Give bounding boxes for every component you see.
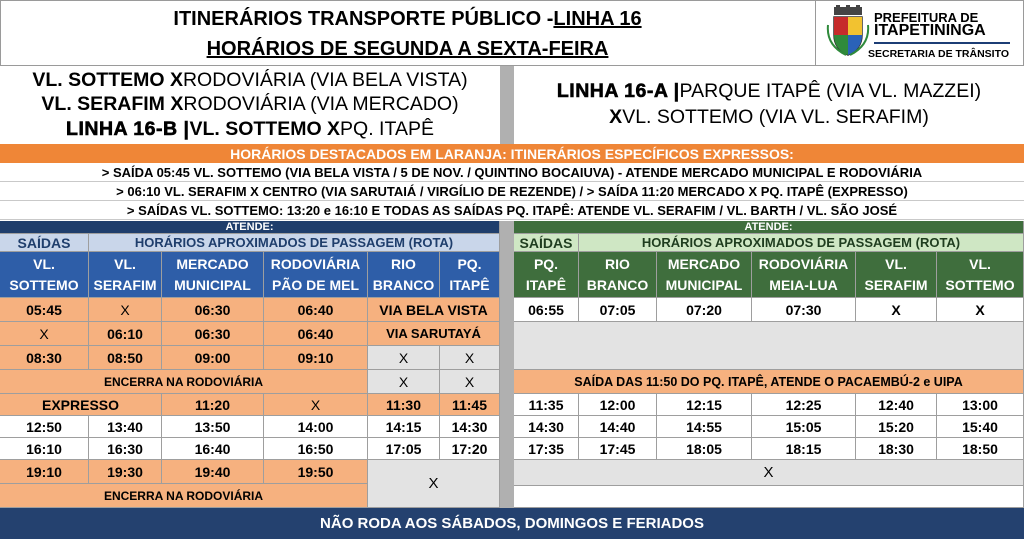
time-cell: 14:30 bbox=[440, 416, 500, 438]
time-cell: X bbox=[368, 460, 500, 508]
empty-area bbox=[514, 322, 1024, 370]
route-rest: RODOVIÁRIA (VIA BELA VISTA) bbox=[182, 69, 468, 91]
route-rest: PARQUE ITAPÊ (VIA VL. MAZZEI) bbox=[679, 79, 982, 102]
route-line bbox=[514, 78, 1024, 104]
time-cell: 18:50 bbox=[937, 438, 1024, 460]
time-cell: 15:40 bbox=[937, 416, 1024, 438]
col-header: VL. SERAFIM bbox=[856, 252, 937, 298]
route-line bbox=[0, 68, 500, 93]
time-cell: 12:00 bbox=[579, 394, 657, 416]
col-header: PQ. ITAPÊ bbox=[514, 252, 579, 298]
time-cell: 11:35 bbox=[514, 394, 579, 416]
footer-notice: NÃO RODA AOS SÁBADOS, DOMINGOS E FERIADOS bbox=[0, 508, 1024, 539]
route-bold: VL. SOTTEMO X bbox=[189, 118, 341, 140]
time-cell: 17:05 bbox=[368, 438, 440, 460]
route-line bbox=[0, 92, 500, 117]
time-cell: 15:05 bbox=[752, 416, 856, 438]
empty-row bbox=[514, 486, 1024, 508]
time-cell: 14:15 bbox=[368, 416, 440, 438]
time-cell: 13:00 bbox=[937, 394, 1024, 416]
route-bold: VL. SOTTEMO X bbox=[32, 69, 183, 91]
col-header: MERCADO MUNICIPAL bbox=[657, 252, 752, 298]
time-cell: 06:30 bbox=[162, 322, 264, 346]
col-header: PQ. ITAPÊ bbox=[440, 252, 500, 298]
time-cell: 12:15 bbox=[657, 394, 752, 416]
col-header: RIO BRANCO bbox=[579, 252, 657, 298]
col-header: VL. SOTTEMO bbox=[937, 252, 1024, 298]
time-cell: X bbox=[440, 346, 500, 370]
route-note: ENCERRA NA RODOVIÁRIA bbox=[0, 484, 368, 508]
page-title bbox=[0, 6, 815, 32]
route-code: LINHA 16-B | bbox=[66, 118, 190, 140]
atende-header: ATENDE: bbox=[0, 221, 500, 234]
time-cell: 08:30 bbox=[0, 346, 89, 370]
time-cell: 06:55 bbox=[514, 298, 579, 322]
time-cell: 19:30 bbox=[89, 460, 162, 484]
time-cell: X bbox=[856, 298, 937, 322]
time-cell: 14:40 bbox=[579, 416, 657, 438]
time-cell: 06:40 bbox=[264, 298, 368, 322]
col-header: RIO BRANCO bbox=[368, 252, 440, 298]
city-crest-icon bbox=[826, 5, 870, 57]
route-bold: VL. SERAFIM X bbox=[41, 93, 184, 115]
routes-left bbox=[0, 66, 500, 144]
route-line bbox=[514, 104, 1024, 130]
column-divider bbox=[500, 66, 514, 144]
time-cell: 16:40 bbox=[162, 438, 264, 460]
atende-header: ATENDE: bbox=[514, 221, 1024, 234]
time-cell: 12:40 bbox=[856, 394, 937, 416]
time-cell: 09:00 bbox=[162, 346, 264, 370]
saidas-header: SAÍDAS bbox=[514, 234, 579, 252]
department-name: SECRETARIA DE TRÂNSITO bbox=[868, 48, 1009, 60]
time-cell: 13:40 bbox=[89, 416, 162, 438]
time-cell: 09:10 bbox=[264, 346, 368, 370]
time-cell: X bbox=[514, 460, 1024, 486]
table-divider bbox=[500, 221, 514, 508]
time-cell: 19:50 bbox=[264, 460, 368, 484]
time-cell: 18:30 bbox=[856, 438, 937, 460]
route-note: SAÍDA DAS 11:50 DO PQ. ITAPÊ, ATENDE O PACAEMBÚ-2 e UIPA bbox=[514, 370, 1024, 394]
route-rest: VL. SOTTEMO (VIA VL. SERAFIM) bbox=[622, 105, 929, 128]
time-cell: 16:30 bbox=[89, 438, 162, 460]
col-header: RODOVIÁRIA PÃO DE MEL bbox=[264, 252, 368, 298]
time-cell: X bbox=[440, 370, 500, 394]
time-cell: X bbox=[368, 370, 440, 394]
route-note: VIA BELA VISTA bbox=[368, 298, 500, 322]
route-rest: PQ. ITAPÊ bbox=[340, 118, 434, 140]
route-note: ENCERRA NA RODOVIÁRIA bbox=[0, 370, 368, 394]
time-cell: EXPRESSO bbox=[0, 394, 162, 416]
time-cell: X bbox=[89, 298, 162, 322]
title-line: LINHA 16 bbox=[553, 7, 642, 30]
time-cell: 11:20 bbox=[162, 394, 264, 416]
time-cell: 14:00 bbox=[264, 416, 368, 438]
time-cell: 11:45 bbox=[440, 394, 500, 416]
time-cell: 14:30 bbox=[514, 416, 579, 438]
route-group-header: HORÁRIOS APROXIMADOS DE PASSAGEM (ROTA) bbox=[579, 234, 1024, 252]
time-cell: 07:20 bbox=[657, 298, 752, 322]
time-cell: 17:35 bbox=[514, 438, 579, 460]
route-bold: X bbox=[609, 105, 623, 128]
col-header: VL. SOTTEMO bbox=[0, 252, 89, 298]
col-header: RODOVIÁRIA MEIA-LUA bbox=[752, 252, 856, 298]
org-name-line2: ITAPETININGA bbox=[874, 22, 986, 39]
time-cell: 14:55 bbox=[657, 416, 752, 438]
time-cell: 13:50 bbox=[162, 416, 264, 438]
time-cell: 06:10 bbox=[89, 322, 162, 346]
highlight-note: HORÁRIOS DESTACADOS EM LARANJA: ITINERÁRIOS ESPECÍFICOS EXPRESSOS: bbox=[0, 144, 1024, 163]
saidas-header: SAÍDAS bbox=[0, 234, 89, 252]
time-cell: 05:45 bbox=[0, 298, 89, 322]
route-note: VIA SARUTAYÁ bbox=[368, 322, 500, 346]
time-cell: 19:40 bbox=[162, 460, 264, 484]
time-cell: 18:15 bbox=[752, 438, 856, 460]
subtitle-text: HORÁRIOS DE SEGUNDA A SEXTA-FEIRA bbox=[206, 37, 609, 60]
org-divider bbox=[874, 42, 1010, 44]
time-cell: 08:50 bbox=[89, 346, 162, 370]
page-subtitle bbox=[0, 36, 815, 62]
time-cell: X bbox=[0, 322, 89, 346]
time-cell: 16:10 bbox=[0, 438, 89, 460]
note-line: > SAÍDA 05:45 VL. SOTTEMO (VIA BELA VISTA / 5 DE NOV. / QUINTINO BOCAIUVA) - ATENDE MERCADO MUNICIPAL E RODOVIÁRIA bbox=[0, 163, 1024, 182]
time-cell: X bbox=[937, 298, 1024, 322]
time-cell: 12:50 bbox=[0, 416, 89, 438]
time-cell: 17:45 bbox=[579, 438, 657, 460]
org-name-line1: PREFEITURA DE bbox=[874, 10, 979, 24]
route-code: LINHA 16-A | bbox=[556, 79, 680, 102]
note-line: > 06:10 VL. SERAFIM X CENTRO (VIA SARUTAIÁ / VIRGÍLIO DE REZENDE) / > SAÍDA 11:20 MERCADO X PQ. ITAPÊ (EXPRESSO) bbox=[0, 182, 1024, 201]
time-cell: 12:25 bbox=[752, 394, 856, 416]
route-rest: RODOVIÁRIA (VIA MERCADO) bbox=[183, 93, 459, 115]
route-group-header: HORÁRIOS APROXIMADOS DE PASSAGEM (ROTA) bbox=[89, 234, 500, 252]
time-cell: 07:30 bbox=[752, 298, 856, 322]
time-cell: 11:30 bbox=[368, 394, 440, 416]
routes-right bbox=[514, 66, 1024, 144]
time-cell: 15:20 bbox=[856, 416, 937, 438]
time-cell: X bbox=[368, 346, 440, 370]
col-header: VL. SERAFIM bbox=[89, 252, 162, 298]
time-cell: 06:30 bbox=[162, 298, 264, 322]
time-cell: 07:05 bbox=[579, 298, 657, 322]
note-line: > SAÍDAS VL. SOTTEMO: 13:20 e 16:10 E TODAS AS SAÍDAS PQ. ITAPÊ: ATENDE VL. SERAFIM / VL. BARTH / VL. SÃO JOSÉ bbox=[0, 201, 1024, 220]
route-line bbox=[0, 117, 500, 142]
time-cell: 16:50 bbox=[264, 438, 368, 460]
time-cell: 18:05 bbox=[657, 438, 752, 460]
col-header: MERCADO MUNICIPAL bbox=[162, 252, 264, 298]
time-cell: X bbox=[264, 394, 368, 416]
time-cell: 19:10 bbox=[0, 460, 89, 484]
title-prefix: ITINERÁRIOS TRANSPORTE PÚBLICO - bbox=[173, 7, 554, 30]
time-cell: 17:20 bbox=[440, 438, 500, 460]
time-cell: 06:40 bbox=[264, 322, 368, 346]
